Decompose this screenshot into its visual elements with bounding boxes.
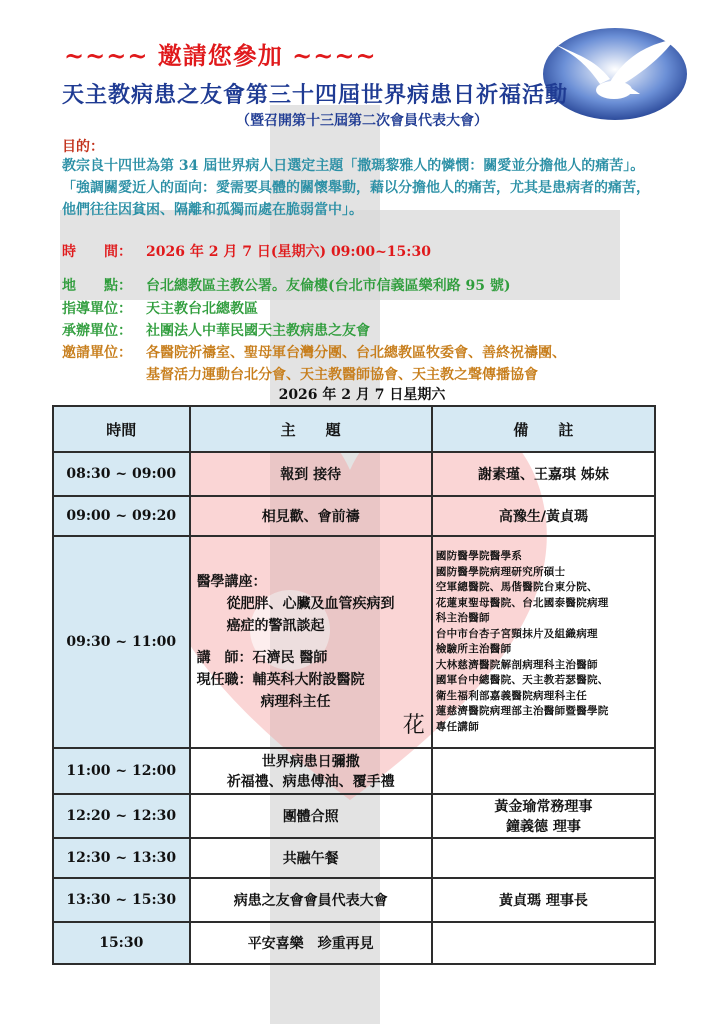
guide-info	[62, 298, 258, 318]
row-topic: 病患之友會會員代表大會	[190, 878, 432, 922]
position-line-2: 病理科主任	[260, 694, 331, 710]
organizer-value: 社團法人中華民國天主教病患之友會	[146, 323, 370, 339]
time-info	[62, 241, 431, 261]
organizer-label: 承辦單位：	[62, 323, 132, 339]
organizer-info	[62, 320, 370, 340]
schedule-date: 2026 年 2 月 7 日星期六	[278, 387, 446, 403]
row-time: 09:30 ~ 11:00	[53, 536, 190, 748]
invite-info	[62, 342, 566, 386]
row-note: 高豫生/黃貞瑪	[432, 496, 655, 536]
page-subtitle: （暨召開第十三屆第二次會員代表大會）	[236, 113, 488, 129]
credential-line: 大林慈濟醫院解剖病理科主治醫師	[435, 658, 598, 671]
header-topic: 主 題	[190, 406, 432, 452]
row-note	[432, 922, 655, 964]
place-label: 地 點：	[62, 278, 132, 294]
row-note	[432, 794, 655, 838]
table-row	[53, 452, 655, 496]
table-row	[53, 496, 655, 536]
lecture-topic	[190, 536, 432, 748]
table-row	[53, 922, 655, 964]
lecture-line-2: 癌症的警訊談起	[226, 618, 325, 634]
invite-line-1: 各醫院祈禱室、聖母軍台灣分團、台北總教區牧委會、善終祝禱團、	[146, 345, 566, 361]
place-value: 台北總教區主教公署。友倫樓(台北市信義區樂利路 95 號)	[146, 278, 511, 294]
row-time: 15:30	[53, 922, 190, 964]
header-time: 時間	[53, 406, 190, 452]
speaker-credentials	[432, 536, 655, 748]
time-label: 時 間：	[62, 244, 132, 260]
credential-line: 國軍台中總醫院、天主教若瑟醫院、	[435, 674, 609, 686]
row-topic: 相見歡、會前禱	[190, 496, 432, 536]
row-time: 13:30 ~ 15:30	[53, 878, 190, 922]
table-row	[53, 878, 655, 922]
note-line-1: 黃金瑜常務理事	[494, 799, 593, 815]
header-note: 備 註	[432, 406, 655, 452]
row-topic: 平安喜樂 珍重再見	[190, 922, 432, 964]
table-header-row	[53, 406, 655, 452]
row-note: 黃貞瑪 理事長	[432, 878, 655, 922]
row-note: 謝素瑾、王嘉琪 姊妹	[432, 452, 655, 496]
credential-line: 花蓮東聖母醫院、台北國泰醫院病理	[435, 596, 609, 609]
table-row	[53, 748, 655, 794]
schedule-table	[52, 405, 656, 965]
row-note	[432, 838, 655, 878]
invite-heading: ~~~~ 邀請您參加 ~~~~	[64, 41, 377, 70]
purpose-label: 目的：	[62, 139, 104, 155]
credential-line: 國防醫學院醫學系	[435, 550, 523, 562]
lecture-title: 醫學講座：	[196, 574, 267, 590]
page-title: 天主教病患之友會第三十四屆世界病患日祈福活動	[62, 82, 569, 108]
credential-line: 衛生福利部嘉義醫院病理科主任	[435, 689, 588, 702]
row-note	[432, 748, 655, 794]
topic-line-1: 世界病患日彌撒	[261, 754, 360, 770]
credential-line: 檢驗所主治醫師	[435, 643, 512, 655]
lecture-line-1: 從肥胖、心臟及血管疾病到	[226, 596, 395, 612]
guide-value: 天主教台北總教區	[146, 301, 258, 317]
note-line-2: 鐘義德 理事	[505, 819, 581, 835]
table-row	[53, 838, 655, 878]
credential-line: 國防醫學院病理研究所碩士	[435, 565, 566, 578]
row-time: 11:00 ~ 12:00	[53, 748, 190, 794]
row-time: 12:20 ~ 12:30	[53, 794, 190, 838]
time-value: 2026 年 2 月 7 日(星期六) 09:00~15:30	[146, 244, 431, 260]
credential-line: 科主治醫師	[435, 612, 490, 624]
credential-line: 專任講師	[435, 720, 480, 733]
topic-line-2: 祈福禮、病患傅油、覆手禮	[226, 774, 395, 790]
purpose-text: 教宗良十四世為第 34 屆世界病人日選定主題「撒瑪黎雅人的憐憫：關愛並分擔他人的痛苦」。「強調關愛近人的面向：愛需要具體的關懷舉動，藉以分擔他人的痛苦，尤其是患病者的痛苦，他們往往因貧困、隔離和孤獨而處在脆弱當中」。	[62, 158, 650, 218]
credential-line: 蓮慈濟醫院病理部主治醫師暨醫學院	[435, 705, 609, 717]
row-time: 12:30 ~ 13:30	[53, 838, 190, 878]
row-topic	[190, 748, 432, 794]
row-topic: 報到 接待	[190, 452, 432, 496]
credential-line: 台中市台杏子宮頸抹片及組織病理	[435, 627, 598, 640]
invite-label: 邀請單位：	[62, 345, 132, 361]
position-line-1: 現任職：輔英科大附設醫院	[196, 672, 365, 688]
row-topic: 團體合照	[190, 794, 432, 838]
guide-label: 指導單位：	[62, 301, 132, 317]
row-time: 08:30 ~ 09:00	[53, 452, 190, 496]
table-row-lecture	[53, 536, 655, 748]
row-topic: 共融午餐	[190, 838, 432, 878]
flower-text: 花	[402, 713, 425, 738]
place-info	[62, 275, 510, 295]
row-time: 09:00 ~ 09:20	[53, 496, 190, 536]
credential-line: 空軍總醫院、馬偕醫院台東分院、	[435, 581, 598, 593]
invite-line-2: 基督活力運動台北分會、天主教醫師協會、天主教之聲傳播協會	[146, 367, 538, 383]
table-row	[53, 794, 655, 838]
speaker: 講 師：石濟民 醫師	[196, 650, 328, 666]
